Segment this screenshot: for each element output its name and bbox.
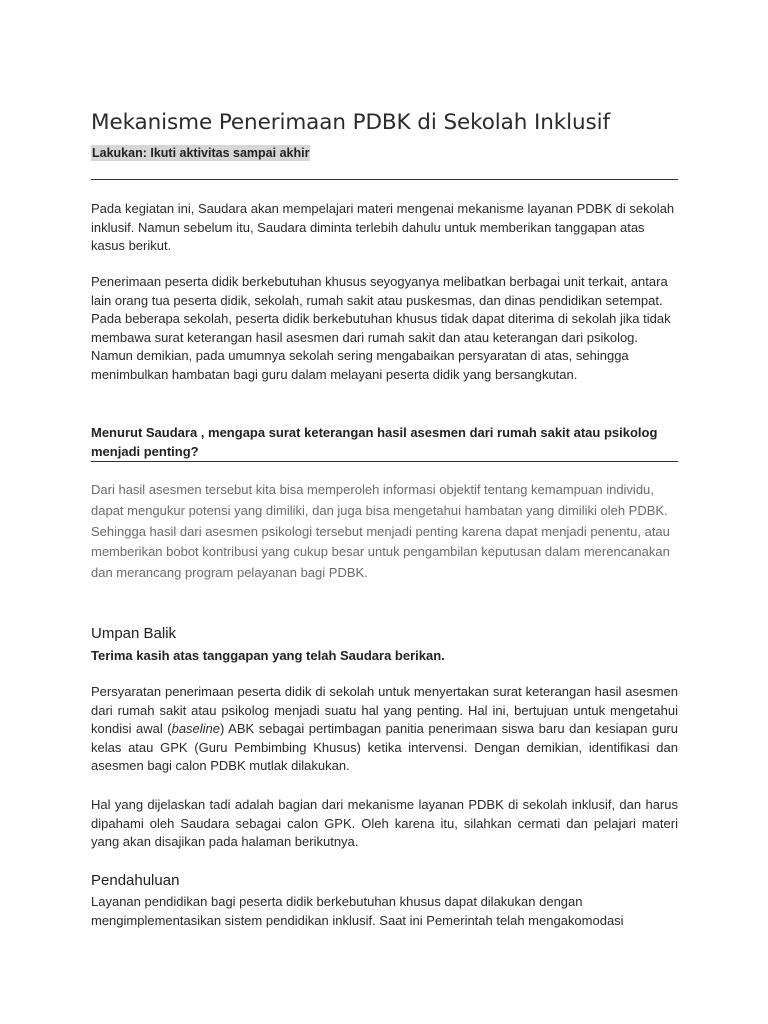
pendahuluan-heading: Pendahuluan [91,872,180,889]
feedback-text-end: ) ABK sebagai pertimbagan panitia penerimaan siswa baru dan kesiapan guru kelas atau GPK (Guru Pembimbing Khusus) ketika intervensi. Dengan demikian, identifikasi dan asesmen bagi calon PDBK mutlak dilakukan. [91,721,678,774]
case-paragraph [91,273,678,385]
intro-paragraph [91,200,678,256]
case-question: Menurut Saudara , mengapa surat keterangan hasil asesmen dari rumah sakit atau psikolog menjadi penting? [91,425,658,459]
answer-text: Dari hasil asesmen tersebut kita bisa memperoleh informasi objektif tentang kemampuan individu, dapat mengukur potensi yang dimiliki, dan juga bisa mengetahui hambatan yang dimiliki oleh PDBK. Sehingga hasil dari asesmen psikologi tersebut menjadi penting karena dapat menjadi penentu, atau memberikan bobot kontribusi yang cukup besar untuk pengambilan keputusan dalam merencanakan dan merancang program pelayanan bagi PDBK. [91,482,670,581]
intro-text: Pada kegiatan ini, Saudara akan mempelajari materi mengenai mekanisme layanan PDBK di sekolah inklusif. Namun sebelum itu, Saudara diminta terlebih dahulu untuk memberikan tanggapan atas kasus berikut. [91,201,675,254]
divider [91,179,678,180]
feedback-paragraph-2-text: Hal yang dijelaskan tadi adalah bagian dari mekanisme layanan PDBK di sekolah inklusif, dan harus dipahami oleh Saudara sebagai calon GPK. Oleh karena itu, silahkan cermati dan pelajari materi yang akan disajikan pada halaman berikutnya. [91,797,678,850]
case-text: Penerimaan peserta didik berkebutuhan khusus seyogyanya melibatkan berbagai unit terkait, antara lain orang tua peserta didik, sekolah, rumah sakit atau puskesmas, dan dinas pendidikan setempat. Pada beberapa sekolah, peserta didik berkebutuhan khusus tidak dapat diterima di sekolah jika tidak membawa surat keterangan hasil asesmen dari rumah sakit dan atau keterangan dari psikolog. Namun demikian, pada umumnya sekolah sering mengabaikan persyaratan di atas, sehingga menimbulkan hambatan bagi guru dalam melayani peserta didik yang bersangkutan. [91,274,671,382]
page-title: Mekanisme Penerimaan PDBK di Sekolah Inklusif [91,110,610,136]
answer-divider [91,461,678,462]
feedback-paragraph-1 [91,683,678,776]
activity-instruction: Lakukan: Ikuti aktivitas sampai akhir [92,146,310,160]
pendahuluan-text: Layanan pendidikan bagi peserta didik berkebutuhan khusus dapat dilakukan dengan mengimplementasikan sistem pendidikan inklusif. Saat ini Pemerintah telah mengakomodasi [91,894,624,928]
pendahuluan-paragraph [91,893,678,930]
baseline-term: baseline [171,721,221,737]
feedback-paragraph-1-text [91,683,678,776]
feedback-heading: Umpan Balik [91,625,177,642]
feedback-paragraph-2 [91,796,678,852]
feedback-text-start: Persyaratan penerimaan peserta didik di sekolah untuk menyertakan surat keterangan hasil asesmen dari rumah sakit atau psikolog menjadi suatu hal yang penting. Hal ini, bertujuan untuk mengetahui kondisi awal ( [91,684,678,737]
feedback-thanks: Terima kasih atas tanggapan yang telah Saudara berikan. [91,648,445,663]
